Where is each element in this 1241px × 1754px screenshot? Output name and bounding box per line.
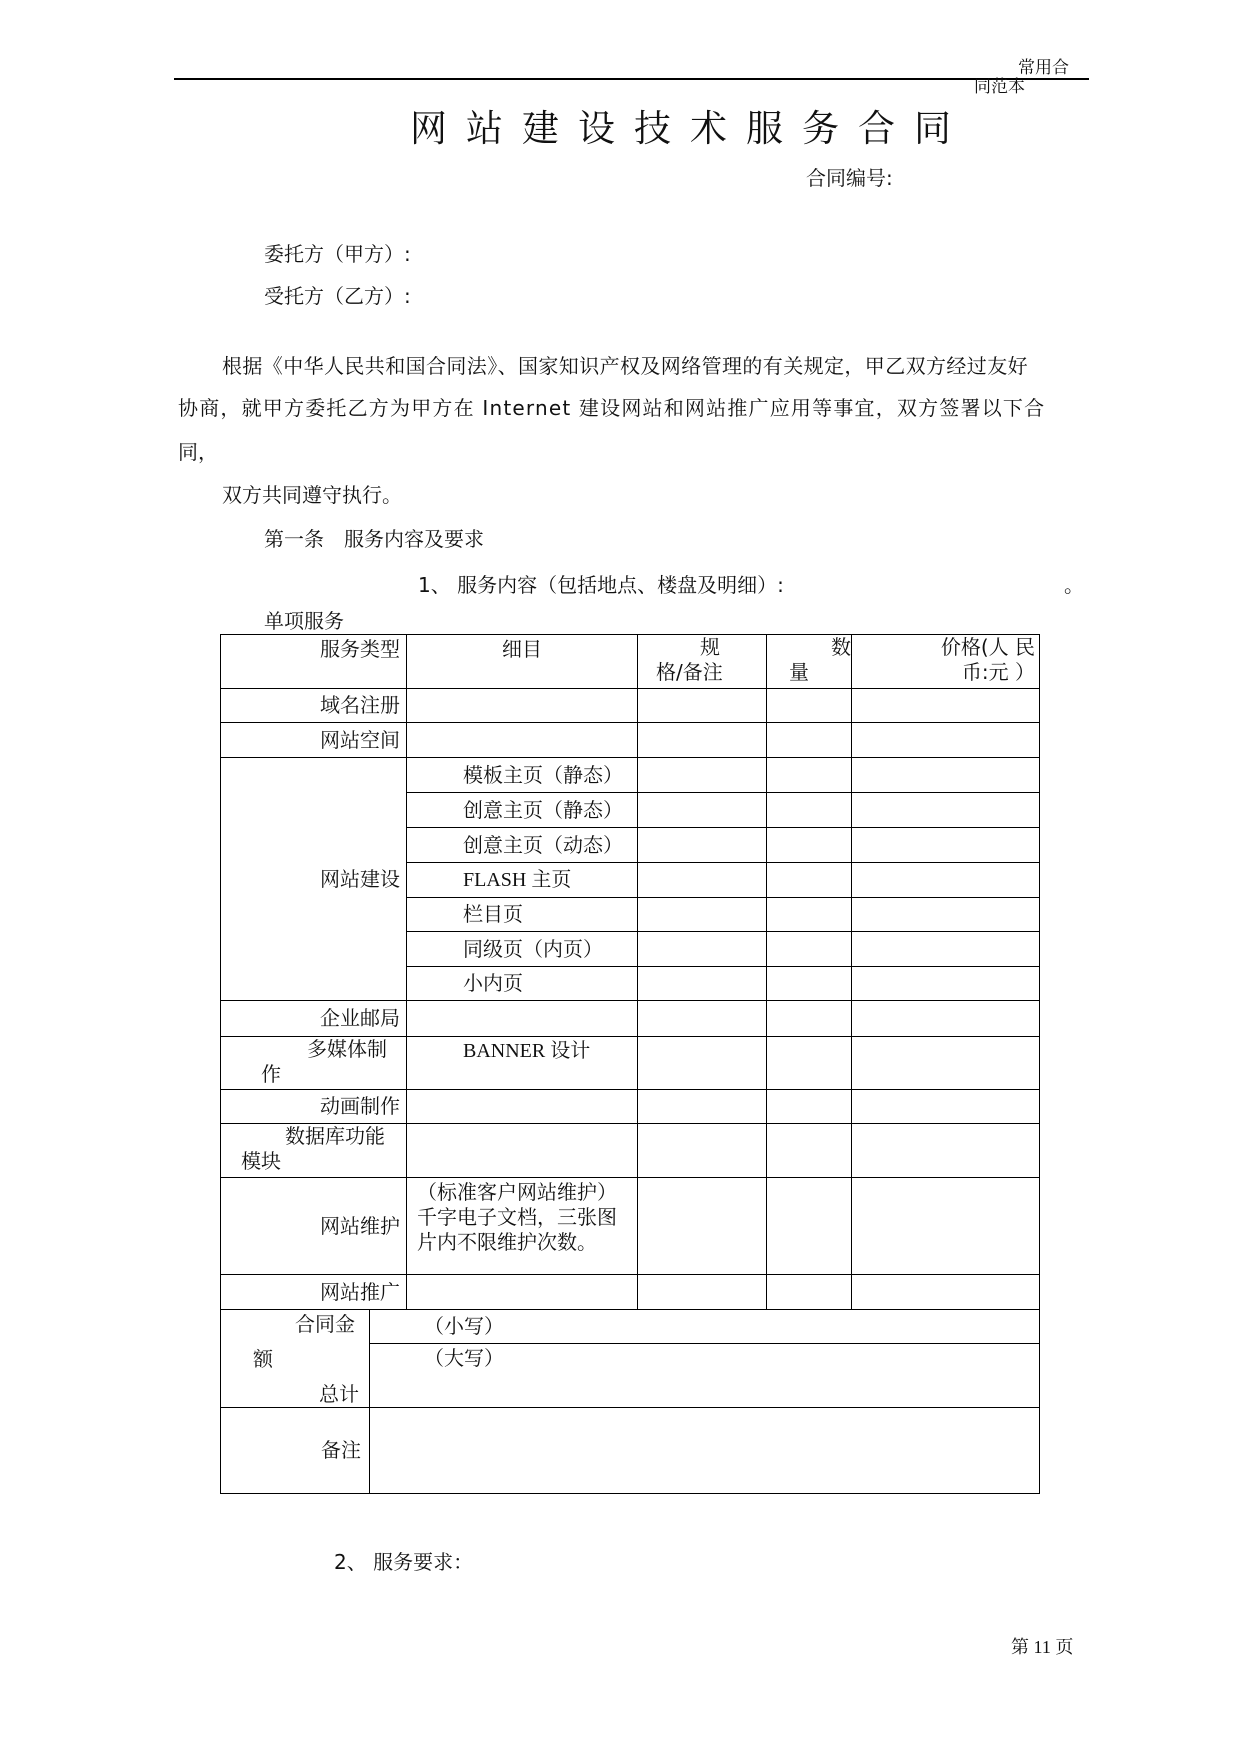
table-remark-row [221, 1408, 1040, 1494]
build-item: 模板主页（静态） [463, 762, 623, 787]
row-animation: 动画制作 [320, 1094, 400, 1118]
row-maintenance: 网站维护 [320, 1213, 400, 1238]
media-detail: BANNER 设计 [463, 1040, 591, 1062]
party-b-label: 受托方（乙方）: [264, 284, 411, 308]
table-caption: 单项服务 [264, 609, 344, 633]
party-a-label: 委托方（甲方）: [264, 242, 411, 266]
table-row [221, 1275, 1040, 1310]
total-big: （大写） [424, 1346, 504, 1371]
item-1-label: 1、 服务内容（包括地点、楼盘及明细）: [418, 573, 784, 597]
table-row [221, 723, 1040, 758]
build-item: 同级页（内页） [463, 936, 603, 961]
header-service-type: 服务类型 [320, 637, 400, 661]
table-total-row [221, 1310, 1040, 1344]
row-domain: 域名注册 [320, 693, 400, 717]
header-label-cont: 同范本 [974, 77, 1025, 97]
header-label: 常用合 [1018, 58, 1069, 78]
build-item: 创意主页（动态） [463, 832, 623, 857]
remark-label: 备注 [321, 1438, 361, 1462]
total-label-b: 额 [253, 1347, 273, 1371]
intro-line-1: 根据《中华人民共和国合同法》、国家知识产权及网络管理的有关规定，甲乙双方经过友好 [222, 354, 1028, 378]
maint-detail-line: 片内不限维护次数。 [417, 1230, 597, 1254]
build-item: 小内页 [463, 971, 523, 995]
article-1-heading: 第一条 服务内容及要求 [264, 527, 484, 551]
row-db-b: 模块 [241, 1149, 281, 1173]
total-small: （小写） [424, 1314, 504, 1339]
table-row [221, 1178, 1040, 1275]
row-media-a: 多媒体制 [307, 1037, 387, 1061]
maint-detail-line: （标准客户网站维护） [417, 1180, 617, 1204]
table-row [221, 689, 1040, 723]
header-price-b: 币:元 ） [961, 660, 1035, 684]
header-spec-a: 规 [700, 635, 720, 659]
table-header-row [221, 635, 1040, 689]
total-label-c: 总计 [319, 1382, 359, 1406]
table-row [221, 758, 1040, 793]
build-item: 创意主页（静态） [463, 797, 623, 822]
maint-detail-line: 千字电子文档，三张图 [417, 1205, 617, 1229]
document-title: 网站建设技术服务合同 [410, 107, 970, 150]
page-number: 第 11 页 [1011, 1637, 1074, 1657]
table-row [221, 1037, 1040, 1090]
table-row [221, 1090, 1040, 1124]
header-detail: 细目 [502, 637, 542, 661]
build-item: 栏目页 [463, 902, 523, 926]
item-2-label: 2、 服务要求： [334, 1550, 474, 1574]
header-qty-a: 数 [831, 635, 851, 659]
build-item: FLASH 主页 [463, 868, 572, 891]
row-promotion: 网站推广 [320, 1279, 400, 1304]
row-mail: 企业邮局 [320, 1006, 400, 1030]
row-space: 网站空间 [320, 727, 400, 752]
header-spec-b: 格/备注 [656, 660, 723, 684]
row-build: 网站建设 [320, 866, 400, 891]
header-price-a: 价格(人 民 [940, 635, 1035, 659]
item-1-end: 。 [1064, 573, 1084, 597]
header-qty-b: 量 [789, 660, 809, 684]
table-row [221, 1001, 1040, 1037]
contract-number-label: 合同编号: [806, 166, 893, 190]
intro-line-2: 协商，就甲方委托乙方为甲方在 Internet 建设网站和网站推广应用等事宜，双方签署以下合 [178, 396, 1046, 420]
header-rule [174, 78, 1089, 80]
service-table [220, 634, 1040, 1494]
intro-line-4: 双方共同遵守执行。 [222, 483, 402, 507]
intro-line-3: 同， [178, 440, 218, 464]
total-label-a: 合同金 [295, 1312, 355, 1336]
row-media-b: 作 [261, 1062, 281, 1086]
row-db-a: 数据库功能 [285, 1124, 385, 1148]
table-row [221, 1124, 1040, 1178]
